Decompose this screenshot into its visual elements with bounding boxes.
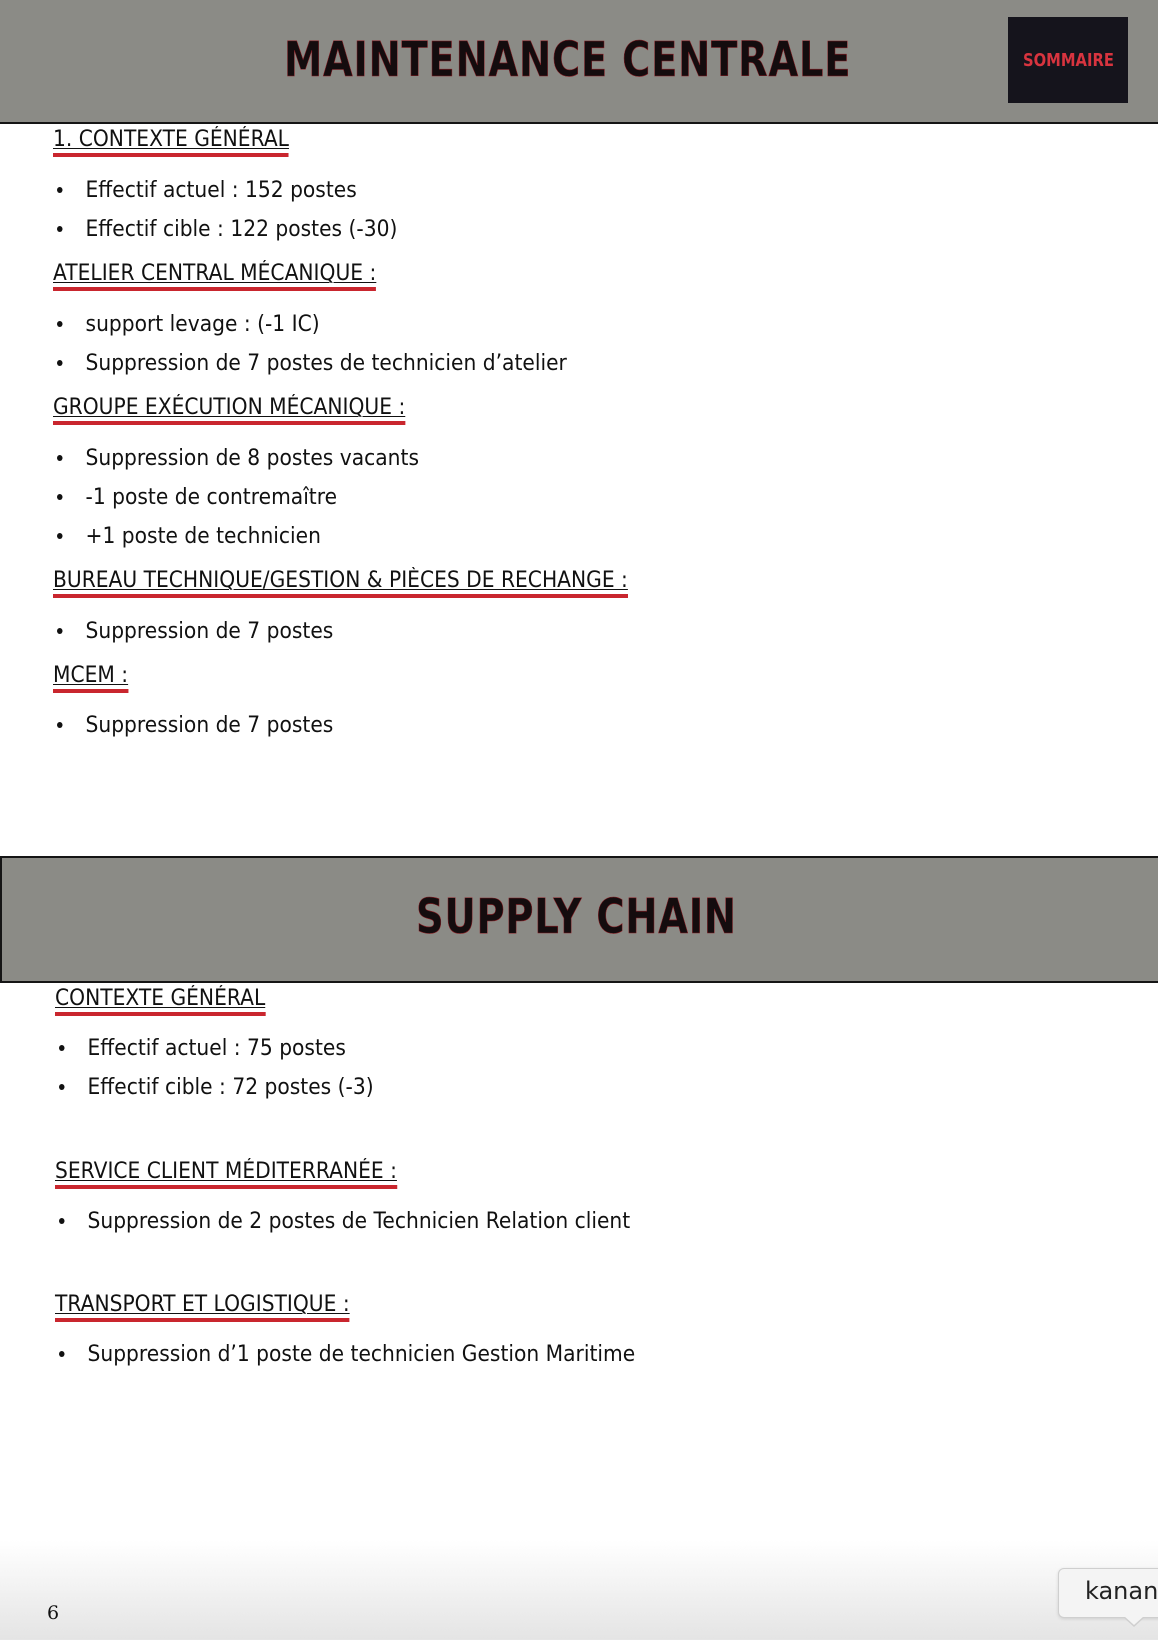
sommaire-label: SOMMAIRE — [1022, 49, 1114, 71]
bullet-icon — [59, 1351, 65, 1357]
list-item — [57, 350, 567, 378]
bullet-icon — [57, 226, 63, 232]
list-item-text: +1 poste de technicien — [85, 524, 321, 549]
heading-atelier-central: ATELIER CENTRAL MÉCANIQUE : — [53, 261, 377, 286]
bullet-icon — [57, 722, 63, 728]
list-item — [57, 712, 333, 740]
list-item — [57, 618, 333, 646]
heading-transport-logistique: TRANSPORT ET LOGISTIQUE : — [55, 1292, 350, 1317]
list-item-text: Effectif actuel : 152 postes — [85, 178, 357, 203]
list-item — [59, 1035, 346, 1063]
heading-contexte-general: 1. CONTEXTE GÉNÉRAL — [53, 127, 289, 152]
list-item-text: Suppression de 7 postes de technicien d’atelier — [85, 351, 567, 376]
list-item-text: -1 poste de contremaître — [85, 485, 338, 510]
heading-service-client: SERVICE CLIENT MÉDITERRANÉE : — [55, 1159, 397, 1184]
bullet-icon — [57, 494, 63, 500]
heading-groupe-execution: GROUPE EXÉCUTION MÉCANIQUE : — [53, 395, 406, 420]
heading-mcem: MCEM : — [53, 663, 129, 688]
section-title-maintenance: MAINTENANCE CENTRALE — [284, 32, 852, 88]
bullet-icon — [57, 360, 63, 366]
list-item-text: Effectif cible : 72 postes (-3) — [87, 1075, 374, 1100]
bullet-icon — [57, 187, 63, 193]
list-item-text: Effectif cible : 122 postes (-30) — [85, 217, 398, 242]
heading-bureau-technique: BUREAU TECHNIQUE/GESTION & PIÈCES DE RECHANGE : — [53, 568, 628, 593]
bullet-icon — [57, 628, 63, 634]
page-number: 6 — [47, 1602, 60, 1624]
list-item — [57, 484, 337, 512]
bullet-icon — [59, 1218, 65, 1224]
list-item — [59, 1208, 630, 1236]
list-item — [57, 216, 397, 244]
list-item — [57, 177, 357, 205]
bullet-icon — [57, 321, 63, 327]
tooltip — [1058, 1568, 1158, 1618]
bullet-icon — [57, 455, 63, 461]
bullet-icon — [59, 1084, 65, 1090]
list-item — [57, 311, 320, 339]
list-item — [57, 445, 419, 473]
heading-contexte-general-supply: CONTEXTE GÉNÉRAL — [55, 986, 266, 1011]
list-item-text: Suppression d’1 poste de technicien Gestion Maritime — [87, 1342, 636, 1367]
sommaire-button[interactable] — [1008, 17, 1128, 103]
list-item-text: Suppression de 2 postes de Technicien Relation client — [87, 1209, 631, 1234]
list-item — [57, 523, 321, 551]
section-title-supply-chain: SUPPLY CHAIN — [416, 889, 737, 945]
list-item — [59, 1341, 635, 1369]
tooltip-text: kanan — [1085, 1577, 1158, 1605]
list-item-text: support levage : (-1 IC) — [85, 312, 320, 337]
list-item-text: Suppression de 8 postes vacants — [85, 446, 419, 471]
list-item-text: Suppression de 7 postes — [85, 619, 334, 644]
list-item — [59, 1074, 374, 1102]
bullet-icon — [57, 533, 63, 539]
bullet-icon — [59, 1045, 65, 1051]
list-item-text: Effectif actuel : 75 postes — [87, 1036, 346, 1061]
list-item-text: Suppression de 7 postes — [85, 713, 334, 738]
tooltip-pointer-icon — [1123, 1617, 1145, 1627]
